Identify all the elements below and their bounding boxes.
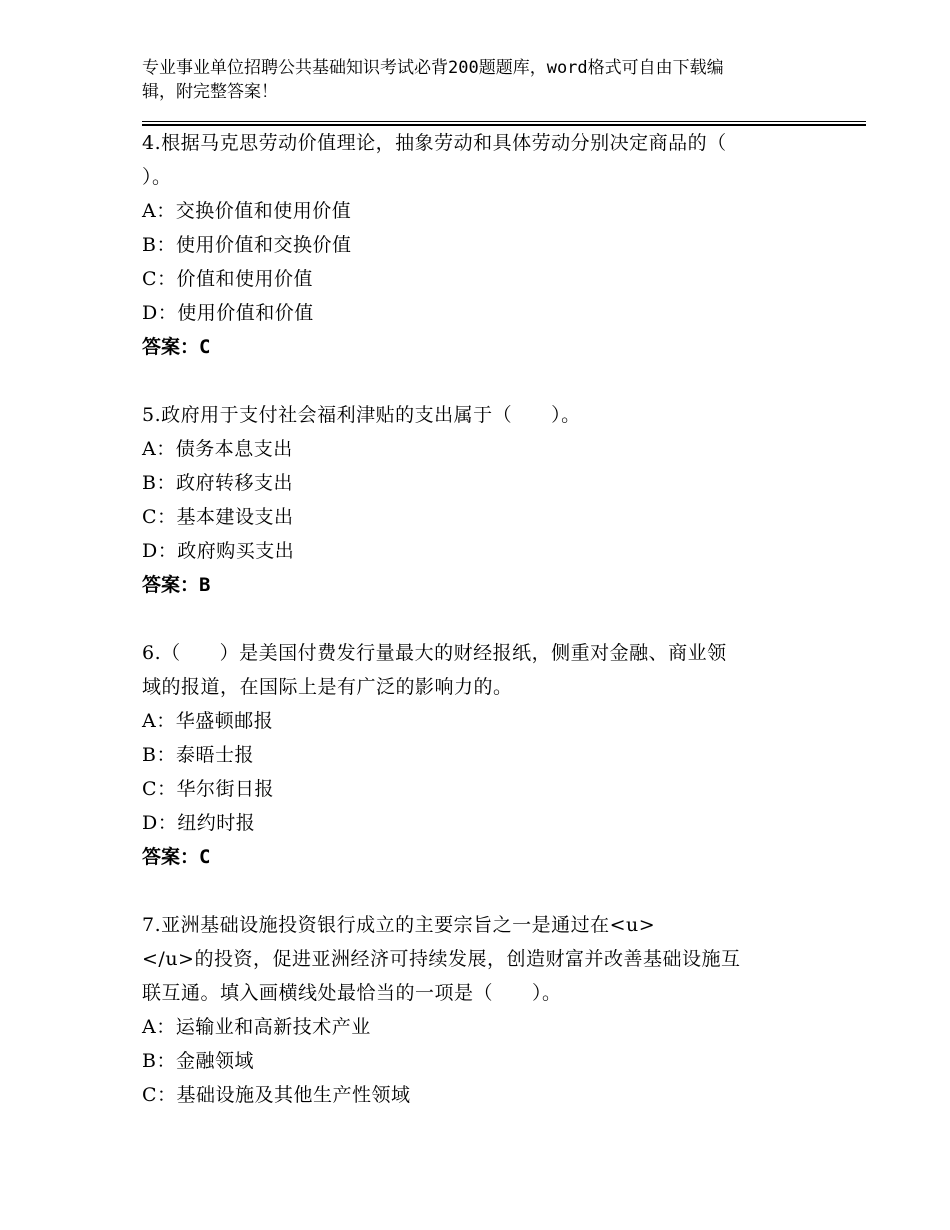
option-d: D：纽约时报 <box>142 812 256 834</box>
question-block <box>142 636 802 874</box>
option-b: B：泰晤士报 <box>142 744 254 766</box>
option-b: B：使用价值和交换价值 <box>142 234 352 256</box>
option-c: C：基础设施及其他生产性领域 <box>142 1084 411 1106</box>
question-line: </u>的投资，促进亚洲经济可持续发展，创造财富并改善基础设施互 <box>142 948 741 970</box>
question-line: 5.政府用于支付社会福利津贴的支出属于（ ）。 <box>142 404 581 426</box>
question-line: 域的报道，在国际上是有广泛的影响力的。 <box>142 676 513 698</box>
question-line: 6.（ ）是美国付费发行量最大的财经报纸，侧重对金融、商业领 <box>142 642 727 664</box>
option-b: B：金融领域 <box>142 1050 254 1072</box>
option-c: C：价值和使用价值 <box>142 268 314 290</box>
question-line: 4.根据马克思劳动价值理论，抽象劳动和具体劳动分别决定商品的（ <box>142 132 727 154</box>
question-line: ）。 <box>142 166 172 188</box>
question-spacer <box>142 364 802 398</box>
option-a: A：交换价值和使用价值 <box>142 200 352 222</box>
header-line-1: 专业事业单位招聘公共基础知识考试必背200题题库，word格式可自由下载编 <box>142 58 724 78</box>
option-a: A：债务本息支出 <box>142 438 293 460</box>
question-list <box>142 126 802 1112</box>
header-rule-thin <box>142 121 866 122</box>
question-line: 7.亚洲基础设施投资银行成立的主要宗旨之一是通过在<u> <box>142 914 656 936</box>
question-text <box>142 126 802 194</box>
option-d: D：使用价值和价值 <box>142 302 314 324</box>
document-header <box>142 56 792 104</box>
question-block <box>142 126 802 364</box>
question-line: 联互通。填入画横线处最恰当的一项是（ ）。 <box>142 982 562 1004</box>
question-text <box>142 398 802 432</box>
answer-line: 答案：C <box>142 846 211 868</box>
answer-line: 答案：C <box>142 336 211 358</box>
question-text <box>142 636 802 704</box>
question-text <box>142 908 802 1010</box>
header-line-2: 辑，附完整答案！ <box>142 82 278 102</box>
question-block <box>142 398 802 602</box>
option-d: D：政府购买支出 <box>142 540 295 562</box>
question-spacer <box>142 602 802 636</box>
option-a: A：华盛顿邮报 <box>142 710 274 732</box>
option-a: A：运输业和高新技术产业 <box>142 1016 371 1038</box>
question-spacer <box>142 874 802 908</box>
option-b: B：政府转移支出 <box>142 472 293 494</box>
question-block <box>142 908 802 1112</box>
option-c: C：基本建设支出 <box>142 506 294 528</box>
option-c: C：华尔街日报 <box>142 778 275 800</box>
answer-line: 答案：B <box>142 574 211 596</box>
